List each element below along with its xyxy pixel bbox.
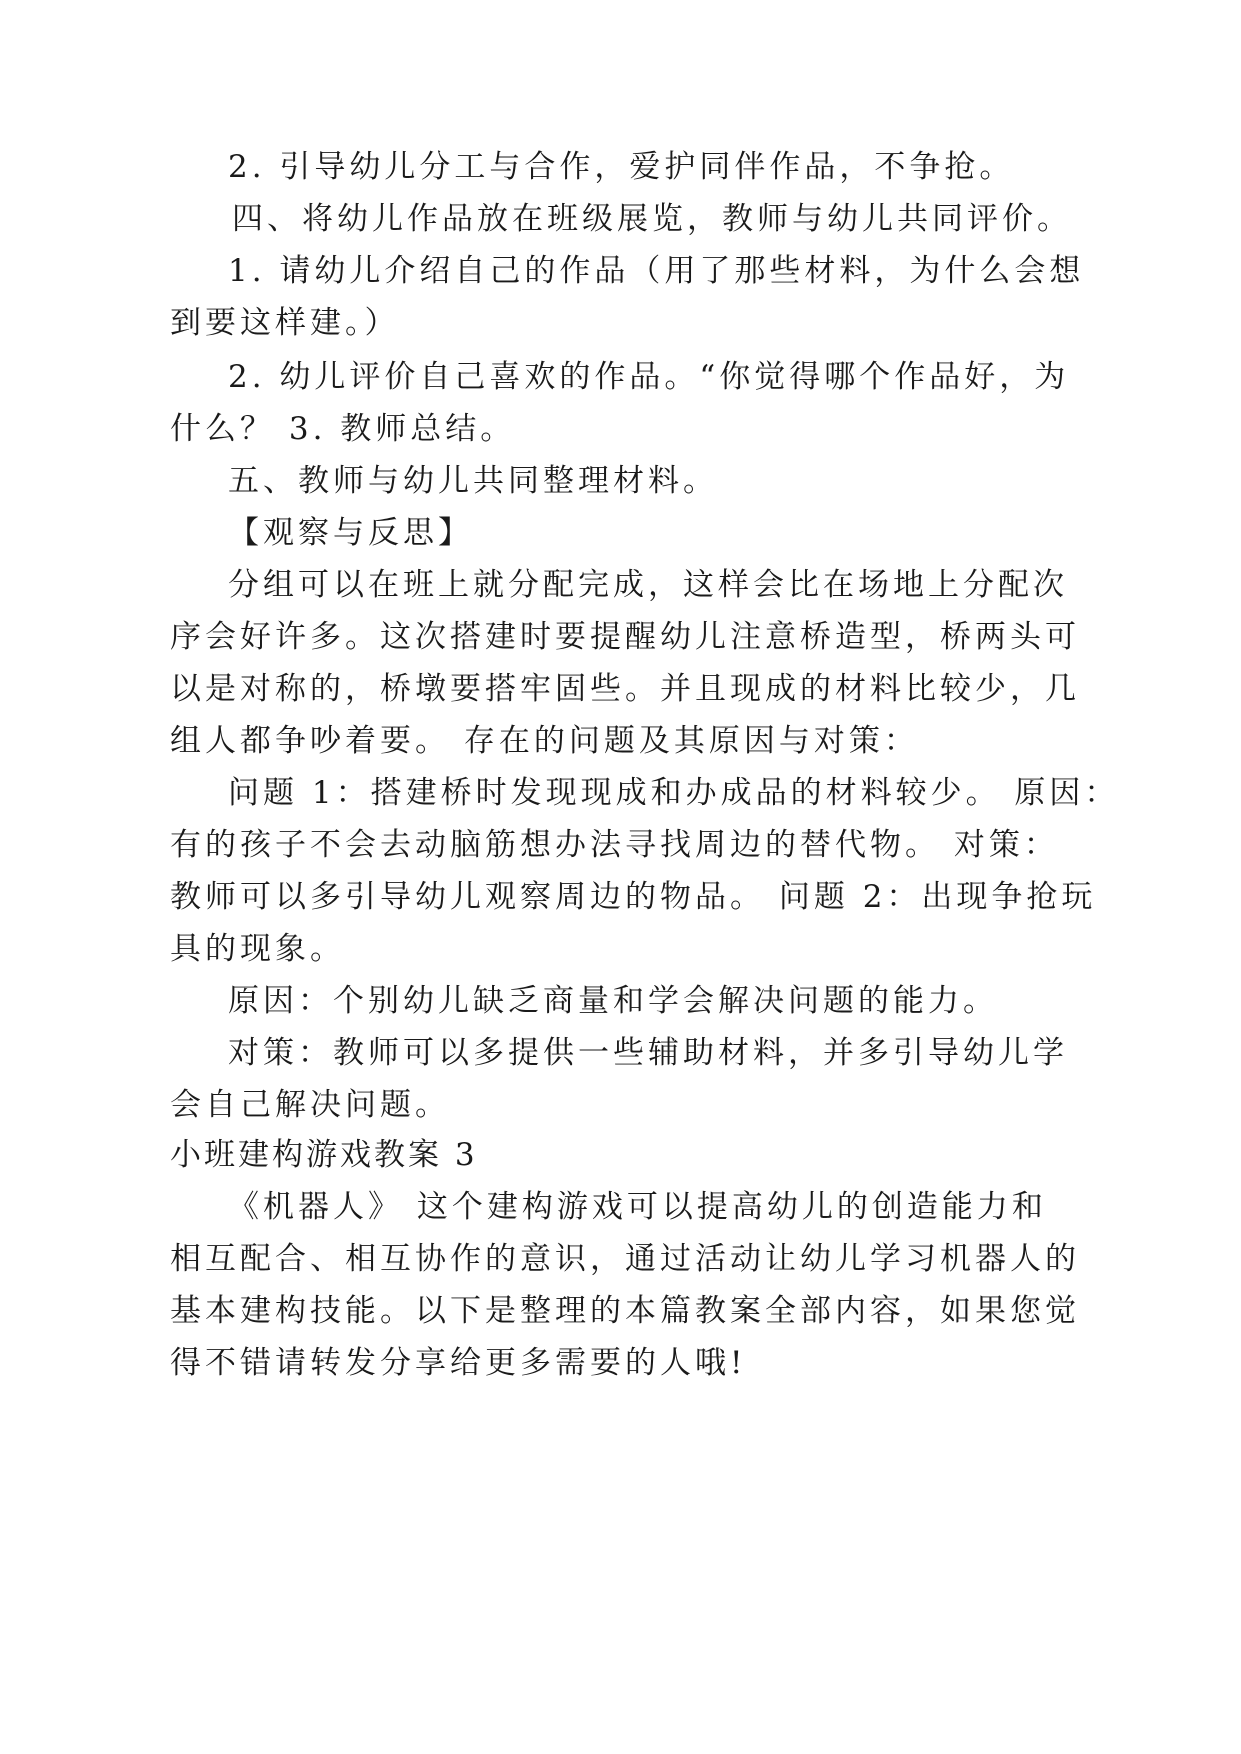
paragraph-line: 组人都争吵着要。 存在的问题及其原因与对策： xyxy=(170,723,919,759)
paragraph-line: 原因：个别幼儿缺乏商量和学会解决问题的能力。 xyxy=(228,983,998,1019)
paragraph-line: 2. 幼儿评价自己喜欢的作品。“你觉得哪个作品好，为 xyxy=(228,359,1070,395)
lesson-title: 小班建构游戏教案 3 xyxy=(170,1137,478,1173)
paragraph-line: 2. 引导幼儿分工与合作，爱护同伴作品，不争抢。 xyxy=(228,149,1015,185)
paragraph-line: 教师可以多引导幼儿观察周边的物品。 问题 2：出现争抢玩 xyxy=(170,879,1097,915)
paragraph-line: 《机器人》 这个建构游戏可以提高幼儿的创造能力和 xyxy=(228,1189,1047,1225)
paragraph-line: 得不错请转发分享给更多需要的人哦! xyxy=(170,1345,747,1381)
paragraph-line: 具的现象。 xyxy=(170,931,345,967)
paragraph-line: 分组可以在班上就分配完成，这样会比在场地上分配次 xyxy=(228,567,1068,603)
paragraph-line: 什么？ 3. 教师总结。 xyxy=(170,411,516,447)
paragraph-line: 以是对称的，桥墩要搭牢固些。并且现成的材料比较少，几 xyxy=(170,671,1080,707)
paragraph-line: 相互配合、相互协作的意识，通过活动让幼儿学习机器人的 xyxy=(170,1241,1080,1277)
paragraph-line: 问题 1：搭建桥时发现现成和办成品的材料较少。 原因： xyxy=(228,775,1120,811)
paragraph-line: 会自己解决问题。 xyxy=(170,1087,450,1123)
paragraph-line: 五、教师与幼儿共同整理材料。 xyxy=(228,463,718,499)
paragraph-line: 有的孩子不会去动脑筋想办法寻找周边的替代物。 对策： xyxy=(170,827,1059,863)
paragraph-line: 基本建构技能。以下是整理的本篇教案全部内容，如果您觉 xyxy=(170,1293,1080,1329)
paragraph-line: 四、将幼儿作品放在班级展览，教师与幼儿共同评价。 xyxy=(232,201,1072,237)
paragraph-line: 1. 请幼儿介绍自己的作品（用了那些材料，为什么会想 xyxy=(228,253,1085,289)
section-heading: 【观察与反思】 xyxy=(228,515,473,551)
paragraph-line: 到要这样建。） xyxy=(170,305,400,341)
paragraph-line: 对策：教师可以多提供一些辅助材料，并多引导幼儿学 xyxy=(228,1035,1068,1071)
paragraph-line: 序会好许多。这次搭建时要提醒幼儿注意桥造型，桥两头可 xyxy=(170,619,1080,655)
